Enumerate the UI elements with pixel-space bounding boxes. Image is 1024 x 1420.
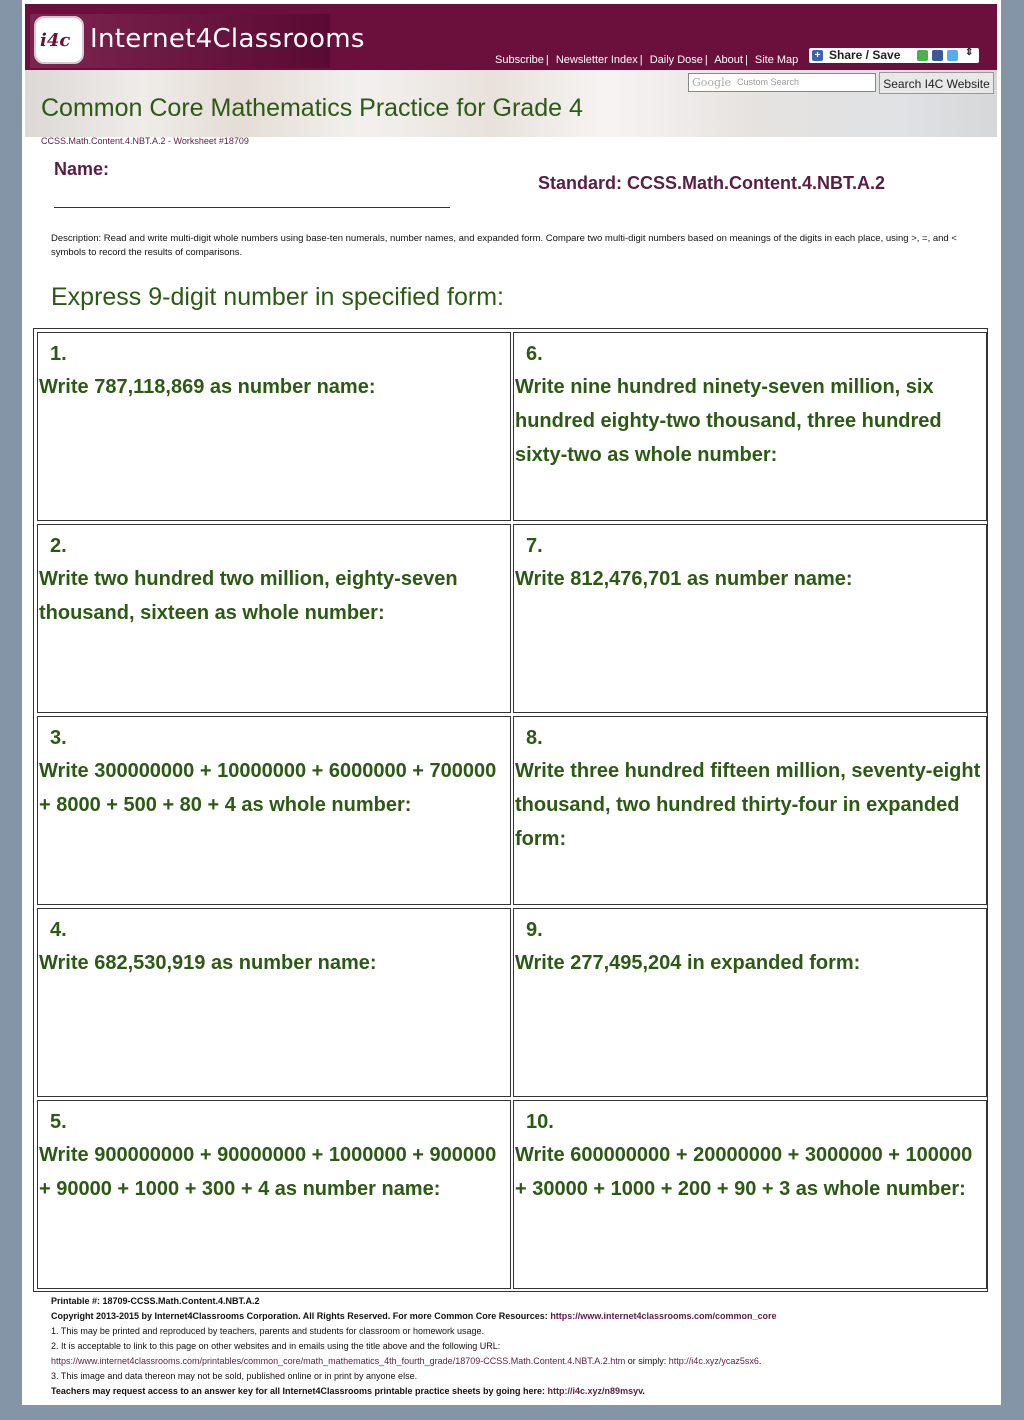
question-cell: [513, 716, 987, 905]
page-title: Common Core Mathematics Practice for Grade 4: [41, 94, 583, 122]
nav-subscribe[interactable]: Subscribe: [495, 54, 544, 66]
copyright-line: [51, 1309, 991, 1324]
question-text: Write 787,118,869 as number name:: [39, 376, 376, 398]
twitter-icon[interactable]: [947, 50, 958, 61]
question-cell: [37, 332, 511, 521]
question-cell: [37, 908, 511, 1097]
footer: [51, 1294, 991, 1399]
nav-newsletter-index[interactable]: Newsletter Index: [555, 54, 638, 66]
question-number: 8.: [526, 727, 543, 749]
question-number: 9.: [526, 919, 543, 941]
share-label: Share / Save: [829, 48, 901, 62]
question-cell: [513, 524, 987, 713]
worksheet-page: [22, 0, 1001, 1405]
printable-number: Printable #: 18709-CCSS.Math.Content.4.NBT.A.2: [51, 1296, 260, 1306]
question-cell: [513, 908, 987, 1097]
question-number: 3.: [50, 727, 67, 749]
search-input[interactable]: [688, 73, 876, 92]
nav-site-map[interactable]: Site Map: [754, 54, 799, 66]
share-plus-icon: +: [812, 50, 823, 61]
answer-key-line: Teachers may request access to an answer key for all Internet4Classrooms printable practice sheets by going here: http://i4c.xyz/n89msyv.: [51, 1386, 645, 1396]
site-header: [25, 4, 997, 70]
instruction-heading: Express 9-digit number in specified form:: [51, 283, 504, 311]
question-text: Write 812,476,701 as number name:: [515, 568, 853, 590]
search-placeholder: Custom Search: [737, 77, 800, 87]
question-cell: [37, 1100, 511, 1289]
short-url-link[interactable]: http://i4c.xyz/ycaz5sx6: [668, 1356, 759, 1366]
footer-note-2: 2. It is acceptable to link to this page on other websites and in emails using the title above and the following URL:: [51, 1341, 501, 1351]
questions-grid: [33, 328, 988, 1292]
question-text: Write 900000000 + 90000000 + 1000000 + 900000 + 90000 + 1000 + 300 + 4 as number name:: [39, 1144, 497, 1200]
question-text: Write 277,495,204 in expanded form:: [515, 952, 861, 974]
facebook-icon[interactable]: [932, 50, 943, 61]
question-number: 5.: [50, 1111, 67, 1133]
email-share-icon[interactable]: [917, 50, 928, 61]
worksheet-url-link[interactable]: https://www.internet4classrooms.com/printables/common_core/math_mathematics_4th_fourth_grade/18709-CCSS.Math.Content.4.NBT.A.2.htm: [51, 1356, 626, 1366]
question-text: Write nine hundred ninety-seven million, six hundred eighty-two thousand, three hundred sixty-two as whole number:: [515, 376, 942, 466]
google-logo: Google: [692, 76, 732, 89]
footer-note-1: 1. This may be printed and reproduced by teachers, parents and students for classroom or homework usage.: [51, 1326, 485, 1336]
worksheet-id: CCSS.Math.Content.4.NBT.A.2 - Worksheet #18709: [41, 136, 249, 146]
question-number: 7.: [526, 535, 543, 557]
question-number: 1.: [50, 343, 67, 365]
nav-daily-dose[interactable]: Daily Dose: [649, 54, 703, 66]
search-button[interactable]: Search I4C Website: [879, 72, 994, 94]
common-core-link[interactable]: https://www.internet4classrooms.com/common_core: [550, 1311, 777, 1321]
question-number: 4.: [50, 919, 67, 941]
top-navigation: Subscribe | Newsletter Index | Daily Dose | About | Site Map: [495, 54, 799, 66]
share-dropdown-icon[interactable]: ⇕: [965, 47, 974, 58]
logo-text: Internet4Classrooms: [90, 24, 365, 54]
share-save-button[interactable]: [809, 48, 979, 63]
question-number: 2.: [50, 535, 67, 557]
site-logo[interactable]: [30, 14, 365, 68]
name-label: Name:: [54, 159, 110, 179]
question-text: Write two hundred two million, eighty-seven thousand, sixteen as whole number:: [39, 568, 458, 624]
question-cell: [513, 332, 987, 521]
answer-key-text: Teachers may request access to an answer key for all Internet4Classrooms printable practice sheets by going here:: [51, 1386, 546, 1396]
footer-note-3: 3. This image and data thereon may not be sold, published online or in print by anyone else.: [51, 1371, 418, 1381]
standard-label: Standard: CCSS.Math.Content.4.NBT.A.2: [538, 173, 886, 193]
question-text: Write 600000000 + 20000000 + 3000000 + 100000 + 30000 + 1000 + 200 + 90 + 3 as whole number:: [515, 1144, 973, 1200]
question-number: 10.: [526, 1111, 554, 1133]
question-text: Write 300000000 + 10000000 + 6000000 + 700000 + 8000 + 500 + 80 + 4 as whole number:: [39, 760, 497, 816]
name-line: [54, 207, 450, 208]
question-text: Write 682,530,919 as number name:: [39, 952, 377, 974]
description: Description: Read and write multi-digit whole numbers using base-ten numerals, number names, and expanded form. Compare two multi-digit numbers based on meanings of the digits in each place, using >, =, and < symbols to record the results of comparisons.: [51, 233, 957, 258]
nav-about[interactable]: About: [714, 54, 743, 66]
question-cell: [37, 524, 511, 713]
question-number: 6.: [526, 343, 543, 365]
question-cell: [513, 1100, 987, 1289]
footer-url-line: https://www.internet4classrooms.com/printables/common_core/math_mathematics_4th_fourth_grade/18709-CCSS.Math.Content.4.NBT.A.2.htm or simply: http://i4c.xyz/ycaz5sx6.: [51, 1356, 762, 1366]
copyright-text: Copyright 2013-2015 by Internet4Classrooms Corporation. All Rights Reserved. For more Common Core Resources:: [51, 1311, 548, 1321]
answer-key-link[interactable]: http://i4c.xyz/n89msyv: [547, 1386, 643, 1396]
i4c-logo-icon: i4c: [34, 16, 84, 64]
question-text: Write three hundred fifteen million, seventy-eight thousand, two hundred thirty-four in expanded form:: [515, 760, 981, 850]
question-cell: [37, 716, 511, 905]
or-simply-text: or simply:: [625, 1356, 669, 1366]
